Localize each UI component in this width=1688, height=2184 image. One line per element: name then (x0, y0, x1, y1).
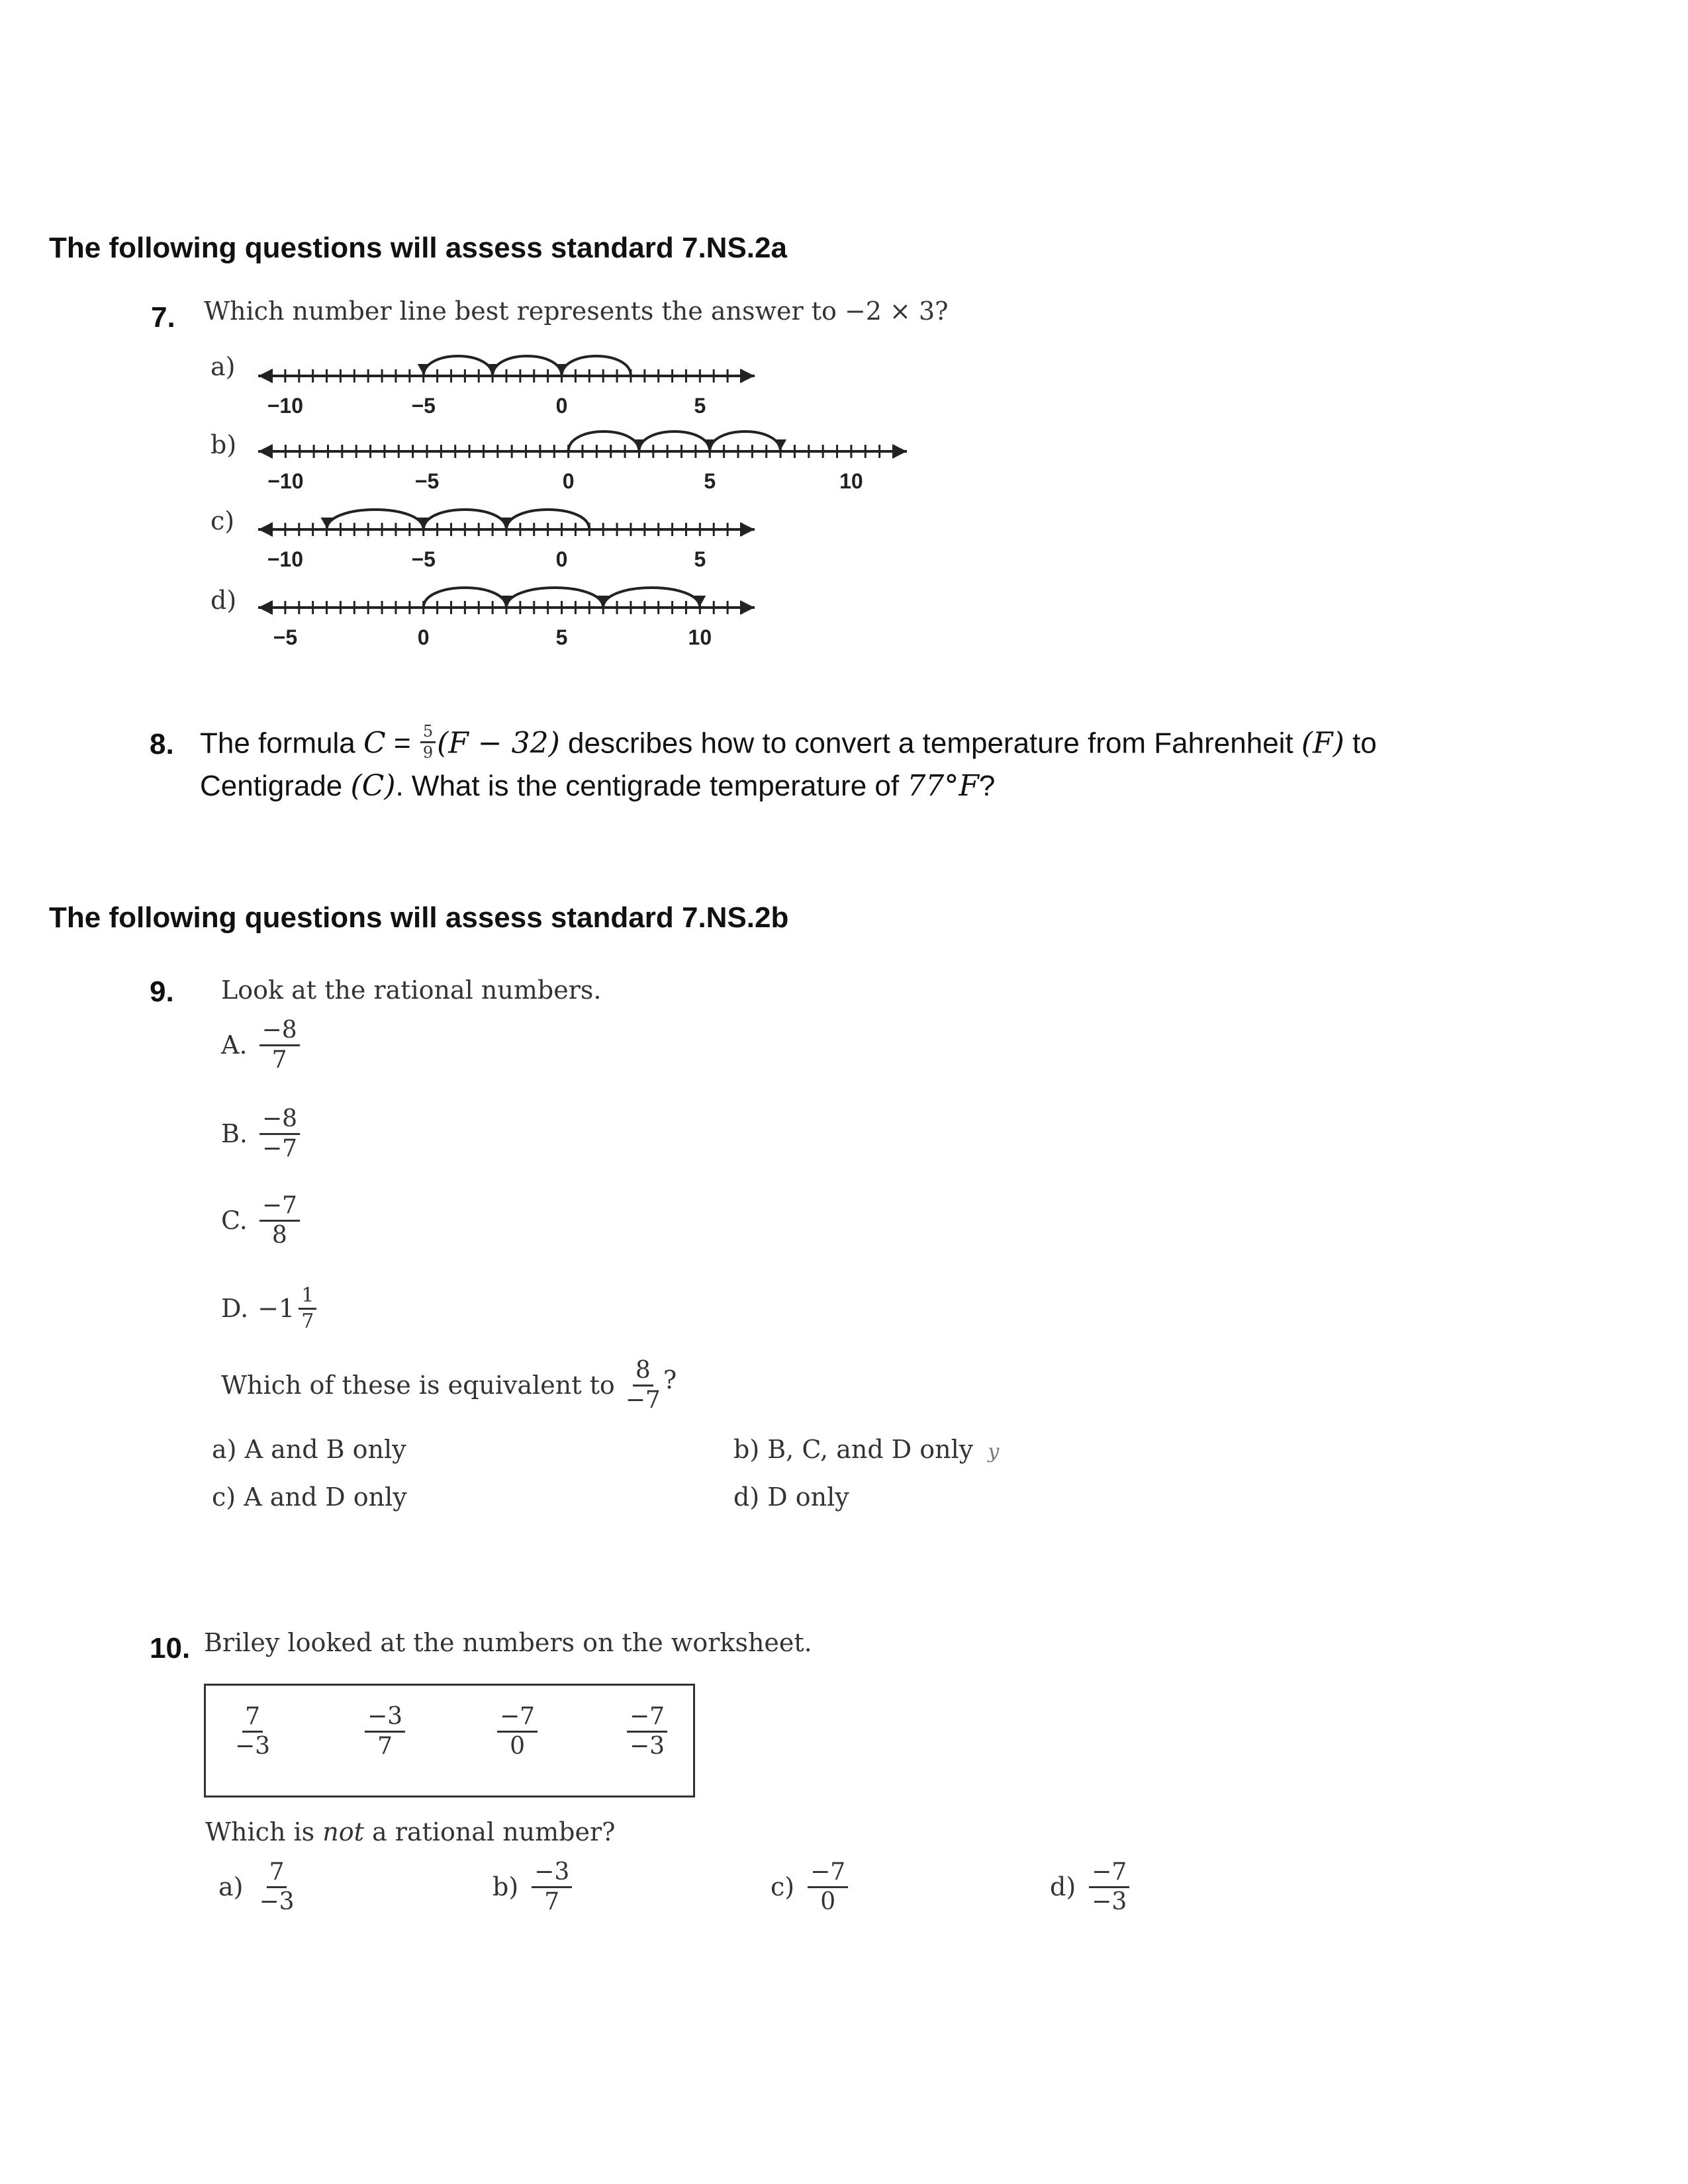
q10-answer-a-num: 7 (267, 1860, 287, 1888)
q9-answer-a (212, 1435, 406, 1464)
q10-question (205, 1817, 616, 1846)
q9-choice-c-letter: C. (221, 1206, 248, 1236)
question-9-prompt: Look at the rational numbers. (221, 976, 602, 1005)
q10-box-num-4: −7 (627, 1704, 667, 1733)
q10-box-den-4: −3 (630, 1732, 665, 1760)
q10-box-fraction-3 (497, 1704, 538, 1759)
q9-answer-a-text: A and B only (244, 1435, 406, 1464)
q8-equals: = (385, 727, 419, 760)
q10-answer-d-num: −7 (1089, 1860, 1129, 1888)
q9-question-mark: ? (663, 1365, 677, 1395)
jump-arc (424, 356, 492, 376)
question-8-number: 8. (150, 728, 174, 760)
q9-answer-b (733, 1435, 999, 1464)
number-line-tick-label: −5 (414, 469, 440, 493)
q9-choice-d-whole: −1 (258, 1294, 295, 1323)
jump-arrowhead-icon (418, 518, 430, 528)
q9-question-fraction (623, 1358, 663, 1413)
jump-arc (569, 432, 639, 451)
q8-temperature: 77°F (907, 769, 979, 803)
number-line-tick-label: −10 (267, 547, 304, 571)
q10-answer-b-den: 7 (544, 1888, 560, 1915)
q10-box-fraction-1 (232, 1704, 273, 1759)
q9-choice-b-den: −7 (262, 1134, 298, 1162)
number-line-tick-label: −5 (273, 625, 298, 649)
q8-text-c: to (1344, 727, 1377, 760)
q9-question (221, 1358, 677, 1413)
q9-choice-a-num: −8 (259, 1018, 300, 1046)
q9-answer-d-text: D only (767, 1482, 849, 1512)
q10-box-item-1 (232, 1704, 273, 1759)
q9-question-den: −7 (625, 1386, 661, 1414)
q9-choice-a-letter: A. (221, 1030, 248, 1060)
q8-expression: (F − 32) (437, 726, 560, 760)
question-8-line-1 (200, 722, 1377, 764)
number-line-tick-label: 0 (417, 625, 430, 649)
q8-c-var: C (363, 726, 386, 760)
jump-arrowhead-icon (774, 439, 786, 450)
q9-choice-b-num: −8 (259, 1107, 300, 1135)
q10-box-den-3: 0 (510, 1732, 525, 1760)
q10-box-den-1: −3 (235, 1732, 271, 1760)
q10-question-text-a: Which is (205, 1817, 323, 1846)
q9-choice-a-den: 7 (271, 1046, 287, 1073)
q10-answer-d-label: d) (1050, 1872, 1076, 1902)
number-line-tick-label: −5 (411, 547, 436, 571)
number-line-tick-label: −10 (267, 394, 304, 418)
q10-worksheet-box (204, 1684, 695, 1797)
q9-answer-b-text: B, C, and D only (767, 1435, 974, 1464)
q9-answer-c-label: c) (212, 1482, 236, 1512)
q8-frac-num: 5 (420, 723, 436, 743)
q10-answer-a-den: −3 (259, 1888, 295, 1915)
q9-answer-a-label: a) (212, 1435, 237, 1464)
q10-box-fraction-2 (365, 1704, 405, 1759)
q8-c-paren: (C) (350, 769, 396, 803)
question-7-number: 7. (151, 301, 175, 334)
q9-choice-a (221, 1018, 300, 1073)
q8-text-e: . What is the centigrade temperature of (395, 770, 908, 802)
q10-answer-c-fraction (808, 1860, 848, 1915)
q10-question-not: not (322, 1817, 364, 1846)
number-line-tick-label: 10 (839, 469, 863, 493)
q9-choice-c-fraction (259, 1193, 300, 1248)
number-line-tick-label: 5 (694, 547, 706, 571)
q9-answer-c (212, 1482, 407, 1512)
jump-arrowhead-icon (418, 364, 430, 375)
q8-frac-den: 9 (422, 743, 434, 762)
q10-answer-c (771, 1860, 848, 1915)
q9-choice-d (221, 1285, 316, 1332)
jump-arrowhead-icon (694, 596, 706, 606)
q10-answer-a-fraction (256, 1860, 297, 1915)
q9-choice-b (221, 1107, 300, 1161)
q9-choice-d-fraction (299, 1285, 316, 1332)
q9-answer-d (733, 1482, 849, 1512)
q9-answer-b-label: b) (733, 1435, 760, 1464)
section-heading-2a: The following questions will assess standard 7.NS.2a (49, 232, 787, 264)
q10-box-fraction-4 (627, 1704, 667, 1759)
jump-arrowhead-icon (487, 364, 498, 375)
q10-answer-c-label: c) (771, 1872, 795, 1902)
jump-arrowhead-icon (556, 364, 568, 375)
number-line-tick-label: 5 (555, 625, 568, 649)
q8-text-d: Centigrade (200, 770, 351, 802)
q10-box-item-4 (627, 1704, 667, 1759)
number-line-tick-label: −10 (267, 469, 304, 493)
q10-answer-c-num: −7 (808, 1860, 848, 1888)
q10-box-num-1: 7 (242, 1704, 263, 1733)
jump-arc (639, 432, 710, 451)
q8-f-paren: (F) (1301, 726, 1344, 760)
q9-stray-mark: y (988, 1440, 1000, 1463)
q10-answer-c-den: 0 (820, 1888, 836, 1915)
q7-option-d-label: d) (211, 586, 237, 615)
number-line-tick-label: 5 (704, 469, 716, 493)
q10-answer-b-num: −3 (532, 1860, 572, 1888)
q7-option-a-label: a) (211, 352, 236, 381)
q7-option-b-label: b) (211, 430, 237, 459)
jump-arc (492, 356, 561, 376)
question-10-number: 10. (150, 1632, 191, 1664)
q7-number-lines (252, 331, 927, 662)
q9-question-text: Which of these is equivalent to (221, 1371, 615, 1400)
jump-arc (710, 432, 780, 451)
q10-answer-a-label: a) (218, 1872, 244, 1902)
jump-arc (562, 356, 631, 376)
q9-choice-b-fraction (259, 1107, 300, 1161)
q9-answer-d-label: d) (733, 1482, 760, 1512)
q9-choice-d-den: 7 (301, 1309, 314, 1333)
number-line-tick-label: 0 (555, 394, 568, 418)
q7-option-c-label: c) (211, 506, 235, 535)
q10-answer-b-fraction (532, 1860, 572, 1915)
question-10-prompt: Briley looked at the numbers on the worksheet. (204, 1628, 812, 1657)
number-line-tick-label: 0 (562, 469, 575, 493)
number-line-tick-label: −5 (411, 394, 436, 418)
q10-box-den-2: 7 (377, 1732, 393, 1760)
q8-text-a: The formula (200, 727, 363, 760)
q10-answer-d-den: −3 (1092, 1888, 1127, 1915)
number-line-tick-label: 0 (555, 547, 568, 571)
q9-choice-d-letter: D. (221, 1294, 249, 1323)
question-9-number: 9. (150, 976, 174, 1008)
section-heading-2b: The following questions will assess standard 7.NS.2b (49, 901, 789, 934)
q10-box-num-2: −3 (365, 1704, 405, 1733)
q9-choice-c-den: 8 (271, 1221, 287, 1249)
q8-text-f: ? (978, 770, 996, 802)
jump-arrowhead-icon (500, 518, 512, 528)
q9-answer-c-text: A and D only (244, 1482, 407, 1512)
q9-choice-d-num: 1 (299, 1285, 316, 1310)
q10-answer-b-label: b) (492, 1872, 519, 1902)
q10-answer-b (492, 1860, 572, 1915)
question-8-line-2 (200, 769, 995, 803)
question-7-prompt: Which number line best represents the answer to −2 × 3? (204, 296, 949, 326)
jump-arrowhead-icon (321, 518, 333, 528)
q9-question-num: 8 (633, 1358, 653, 1387)
q9-choice-c (221, 1193, 300, 1248)
number-line-tick-label: 5 (694, 394, 706, 418)
q10-box-item-2 (365, 1704, 405, 1759)
q8-fraction (420, 723, 436, 761)
q9-choice-a-fraction (259, 1018, 300, 1073)
q8-text-b: describes how to convert a temperature from Fahrenheit (559, 727, 1301, 760)
q9-choice-b-letter: B. (221, 1119, 248, 1149)
q10-box-item-3 (497, 1704, 538, 1759)
number-line-tick-label: 10 (688, 625, 712, 649)
q10-box-num-3: −7 (497, 1704, 538, 1733)
q10-answer-d-fraction (1089, 1860, 1129, 1915)
q10-answer-d (1050, 1860, 1129, 1915)
q10-answer-a (218, 1860, 297, 1915)
q10-question-text-b: a rational number? (363, 1817, 616, 1846)
q9-choice-c-num: −7 (259, 1193, 300, 1222)
